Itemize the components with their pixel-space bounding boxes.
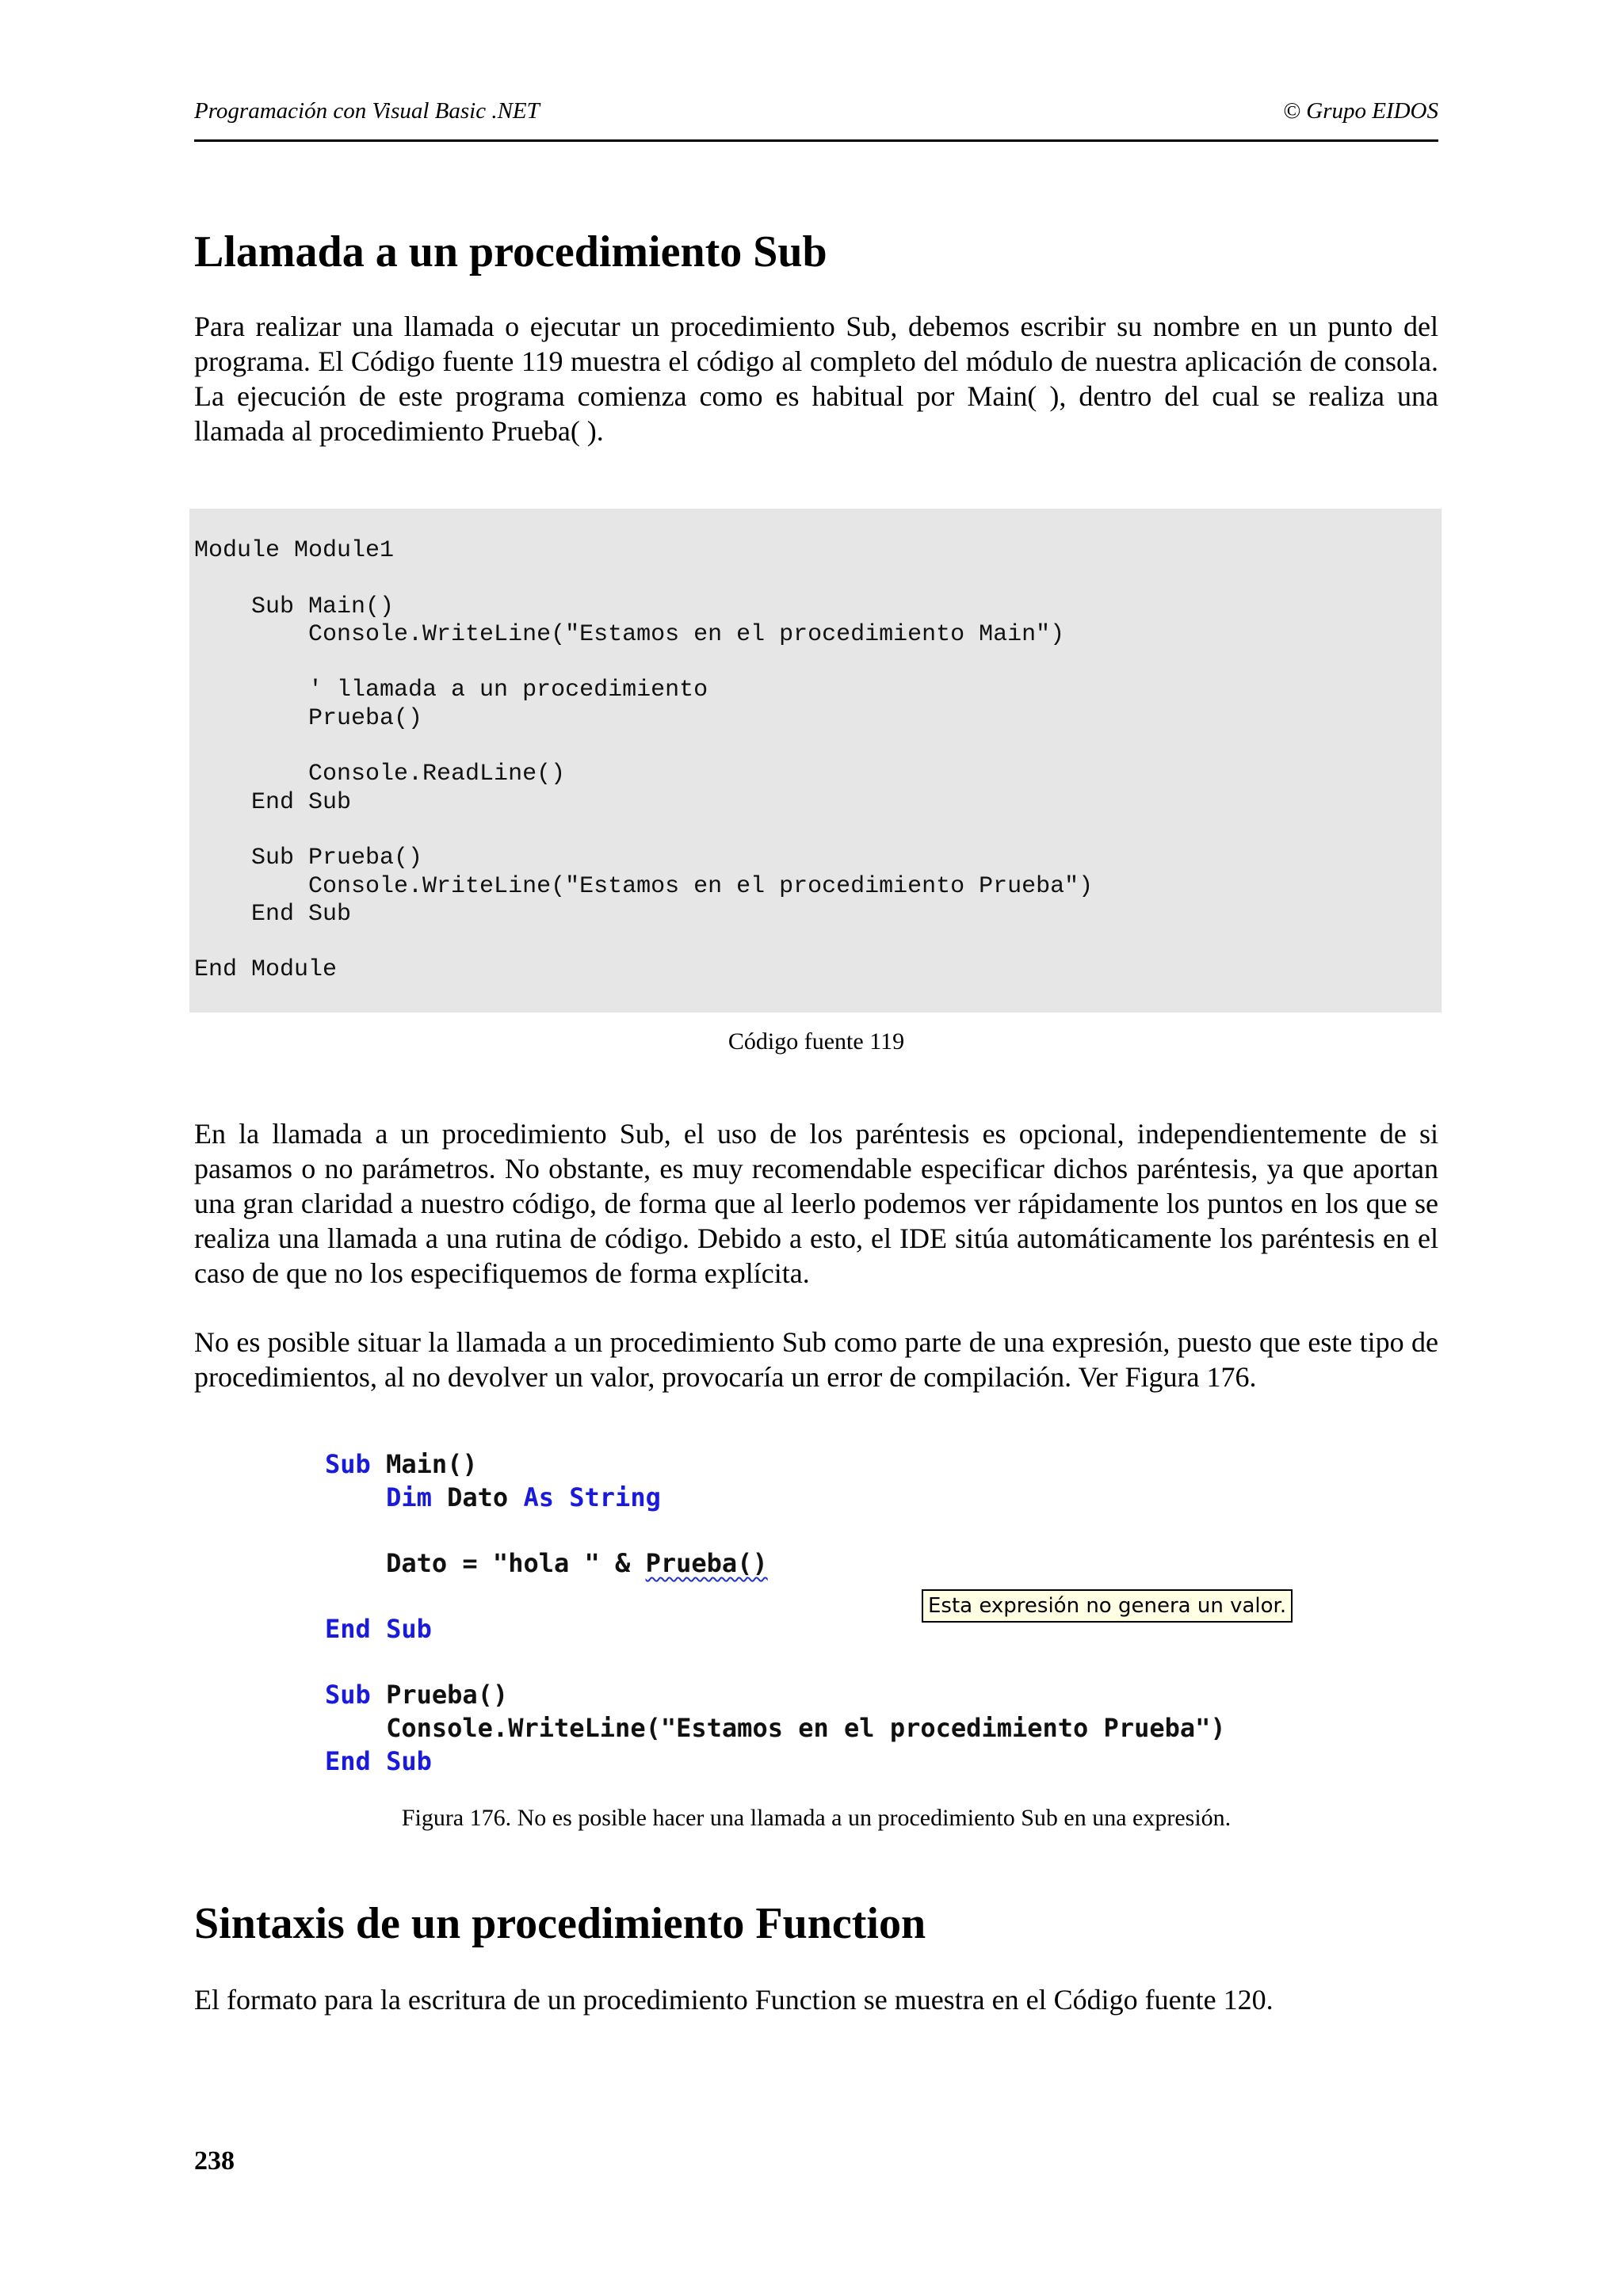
header-publisher: © Grupo EIDOS bbox=[1282, 98, 1438, 124]
section-title-sub-call: Llamada a un procedimiento Sub bbox=[194, 227, 827, 277]
code-listing-text: Module Module1 Sub Main() Console.WriteLine("Estamos en el procedimiento Main") ' llamada a un procedimiento Prueba() Console.ReadLine() End Sub Sub Prueba() Console.WriteLine("Estamos en el procedimiento Prueba") End Sub End Module bbox=[194, 537, 1094, 984]
code-line-end-sub-2 bbox=[325, 1745, 432, 1777]
code-text: Dato bbox=[431, 1482, 524, 1512]
code-line-dim bbox=[325, 1482, 661, 1513]
code-line-sub-main bbox=[325, 1448, 478, 1480]
code-text: Console.WriteLine("Estamos en el procedimiento Prueba") bbox=[386, 1713, 1226, 1743]
function-intro-paragraph: El formato para la escritura de un procedimiento Function se muestra en el Código fuente 120. bbox=[194, 1984, 1274, 2016]
code-text: Main() bbox=[370, 1449, 478, 1479]
code-line-sub-prueba bbox=[325, 1679, 508, 1711]
keyword: End bbox=[325, 1746, 371, 1776]
keyword: Dim bbox=[386, 1482, 432, 1512]
keyword: String bbox=[569, 1482, 661, 1512]
code-text: Dato = "hola " & bbox=[386, 1548, 646, 1578]
code-listing-119 bbox=[189, 509, 1442, 1013]
error-tooltip: Esta expresión no genera un valor. bbox=[922, 1589, 1293, 1623]
expression-paragraph: No es posible situar la llamada a un procedimiento Sub como parte de una expresión, puesto que este tipo de procedimientos, al no devolver un valor, provocaría un error de compilación. Ver Figura 176. bbox=[194, 1326, 1438, 1393]
code-line-writeline bbox=[325, 1712, 1226, 1744]
keyword: Sub bbox=[325, 1680, 371, 1710]
running-header bbox=[194, 97, 1438, 142]
header-book-title: Programación con Visual Basic .NET bbox=[194, 98, 540, 124]
error-squiggle: Prueba() bbox=[645, 1548, 768, 1578]
code-text: Prueba() bbox=[370, 1680, 509, 1710]
keyword: End bbox=[325, 1614, 371, 1644]
code-line-assignment bbox=[325, 1547, 768, 1579]
parentheses-paragraph: En la llamada a un procedimiento Sub, el uso de los paréntesis es opcional, independientemente de si pasamos o no parámetros. No obstante, es muy recomendable especificar dichos paréntesis, ya que aportan una gran claridad a nuestro código, de forma que al leerlo podemos ver rápidamente los puntos en los que se realiza una llamada a una rutina de código. Debido a esto, el IDE sitúa automáticamente los paréntesis en el caso de que no los especifiquemos de forma explícita. bbox=[194, 1118, 1438, 1289]
page-number: 238 bbox=[194, 2146, 235, 2176]
keyword: Sub bbox=[386, 1614, 432, 1644]
document-page bbox=[194, 0, 1438, 2296]
figure-176-screenshot bbox=[325, 1448, 1331, 1797]
intro-paragraph: Para realizar una llamada o ejecutar un procedimiento Sub, debemos escribir su nombre en un punto del programa. El Código fuente 119 muestra el código al completo del módulo de nuestra aplicación de consola. La ejecución de este programa comienza como es habitual por Main( ), dentro del cual se realiza una llamada al procedimiento Prueba( ). bbox=[194, 311, 1438, 447]
section-title-function-syntax: Sintaxis de un procedimiento Function bbox=[194, 1899, 926, 1948]
keyword: As bbox=[523, 1482, 554, 1512]
code-caption: Código fuente 119 bbox=[727, 1028, 905, 1055]
figure-caption: Figura 176. No es posible hacer una llamada a un procedimiento Sub en una expresión. bbox=[401, 1805, 1232, 1831]
code-line-end-sub bbox=[325, 1613, 432, 1645]
keyword: Sub bbox=[325, 1449, 371, 1479]
keyword: Sub bbox=[386, 1746, 432, 1776]
